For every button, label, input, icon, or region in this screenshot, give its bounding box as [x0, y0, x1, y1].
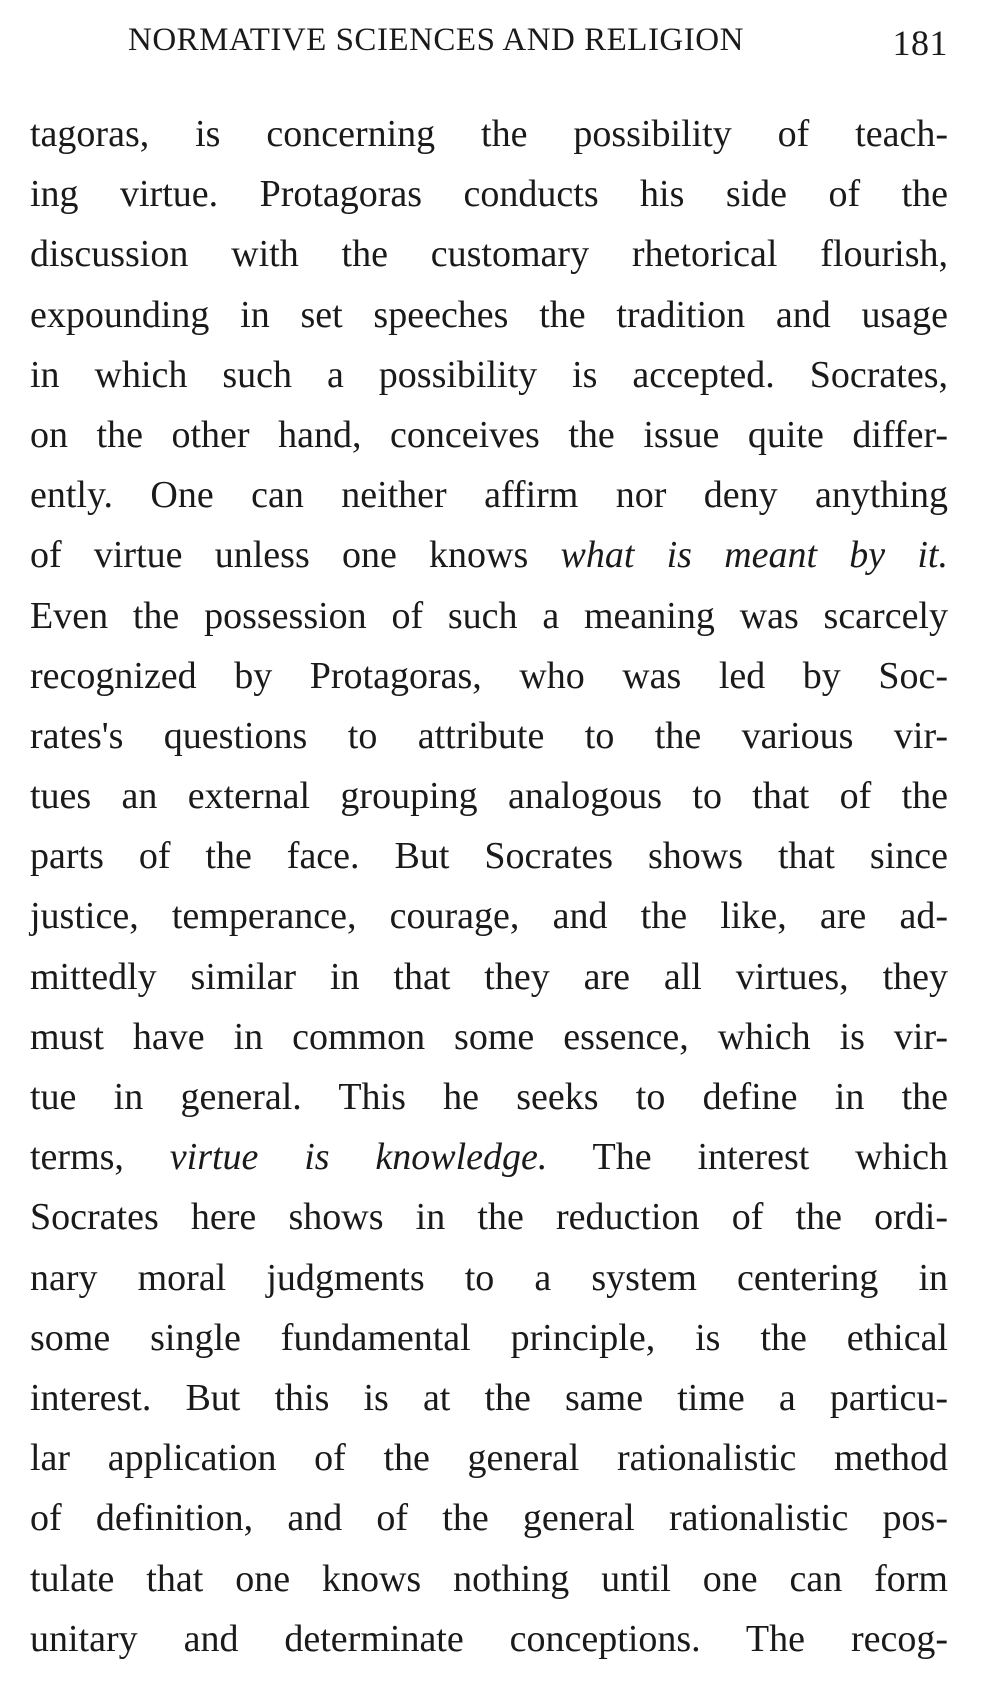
- text-line: interest. But this is at the same time a particu-: [30, 1376, 948, 1419]
- body-text: [30, 104, 948, 1669]
- text-line: Socrates here shows in the reduction of the ordi-: [30, 1196, 948, 1239]
- text-line: justice, temperance, courage, and the like, are ad-: [30, 895, 948, 938]
- text-line: tulate that one knows nothing until one can form: [30, 1557, 948, 1600]
- text-line: recognized by Protagoras, who was led by Soc-: [30, 654, 948, 697]
- page-number: 181: [892, 23, 948, 63]
- text-line: must have in common some essence, which is vir-: [30, 1015, 948, 1058]
- text-line: of definition, and of the general rationalistic pos-: [30, 1497, 948, 1540]
- text-line: Even the possession of such a meaning was scarcely: [30, 594, 948, 637]
- text-line: discussion with the customary rhetorical flourish,: [30, 233, 948, 276]
- text-line: of virtue unless one knows what is meant by it.: [30, 534, 948, 577]
- text-line: terms, virtue is knowledge. The interest which: [30, 1136, 948, 1179]
- text-line: in which such a possibility is accepted. Socrates,: [30, 353, 948, 396]
- text-line: ing virtue. Protagoras conducts his side of the: [30, 173, 948, 216]
- text-line: some single fundamental principle, is the ethical: [30, 1316, 948, 1359]
- running-head: [128, 22, 948, 72]
- text-line: on the other hand, conceives the issue quite differ-: [30, 413, 948, 456]
- text-line: parts of the face. But Socrates shows that since: [30, 835, 948, 878]
- running-head-title: NORMATIVE SCIENCES AND RELIGION: [128, 22, 744, 58]
- text-line: expounding in set speeches the tradition and usage: [30, 293, 948, 336]
- text-line: nary moral judgments to a system centering in: [30, 1256, 948, 1299]
- text-line: mittedly similar in that they are all virtues, they: [30, 955, 948, 998]
- text-line: tues an external grouping analogous to that of the: [30, 775, 948, 818]
- text-line: ently. One can neither affirm nor deny anything: [30, 474, 948, 517]
- text-line: tagoras, is concerning the possibility of teach-: [30, 113, 948, 155]
- text-line: lar application of the general rationalistic method: [30, 1437, 948, 1480]
- italic-phrase: what is meant by it.: [560, 534, 948, 577]
- italic-phrase: virtue is knowledge.: [169, 1136, 548, 1179]
- text-line: tue in general. This he seeks to define in the: [30, 1076, 948, 1118]
- text-line: unitary and determinate conceptions. The recog-: [30, 1617, 948, 1660]
- text-line: rates's questions to attribute to the various vir-: [30, 714, 948, 757]
